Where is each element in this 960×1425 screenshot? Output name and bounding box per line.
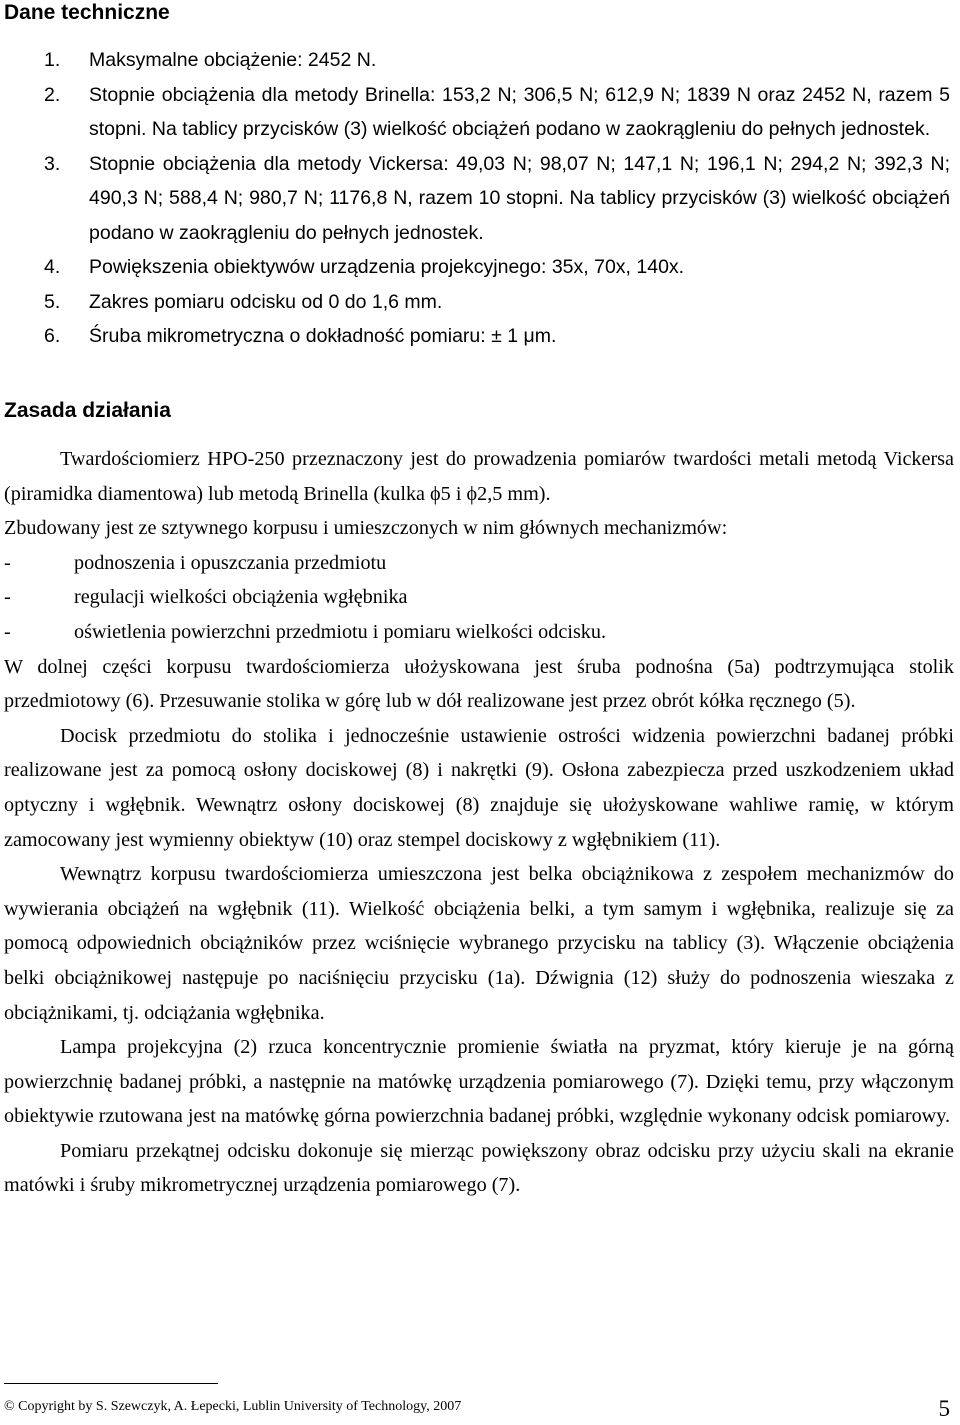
dash-marker: - [4, 551, 11, 574]
footer-copyright: © Copyright by S. Szewczyk, A. Łepecki, Lublin University of Technology, 2007 [4, 1399, 462, 1414]
page-number: 5 [938, 1396, 950, 1421]
dash-item-text: oświetlenia powierzchni przedmiotu i pomiaru wielkości odcisku. [74, 620, 607, 643]
paragraph: Pomiaru przekątnej odcisku dokonuje się mierząc powiększony obraz odcisku przy użyciu skali na ekranie matówki i śruby mikrometrycznej urządzenia pomiarowego (7). [4, 1139, 954, 1197]
paragraph: Lampa projekcyjna (2) rzuca koncentrycznie promienie światła na pryzmat, który kieruje je na górną powierzchnię badanej próbki, a następnie na matówkę urządzenia pomiarowego (7). Dzięki temu, przy włączonym obiektywie rzutowana jest na matówkę górna powierzchnia badanej próbki, względnie wykonany odcisk pomiarowy. [4, 1036, 954, 1128]
list-item [0, 147, 960, 251]
footer-divider [4, 1383, 218, 1384]
paragraph: Twardościomierz HPO-250 przeznaczony jest do prowadzenia pomiarów twardości metali metodą Vickersa (piramidka diamentowa) lub metodą Brinella (kulka ϕ5 i ϕ2,5 mm). [4, 448, 954, 505]
list-item-text: Powiększenia obiektywów urządzenia projekcyjnego: 35x, 70x, 140x. [89, 256, 685, 278]
dash-marker: - [4, 620, 11, 643]
section-heading-tech-data: Dane techniczne [4, 1, 170, 24]
paragraph: Docisk przedmiotu do stolika i jednocześnie ustawienie ostrości widzenia powierzchni badanej próbki realizowane jest za pomocą osłony dociskowej (8) i nakrętki (9). Osłona zabezpiecza przed uszkodzeniem układ optyczny i wgłębnik. Wewnątrz osłony dociskowej (8) znajduje się ułożyskowane wahliwe ramię, w którym zamocowany jest wymienny obiektyw (10) oraz stempel dociskowy z wgłębnikiem (11). [4, 724, 954, 851]
paragraph: Wewnątrz korpusu twardościomierza umieszczona jest belka obciążnikowa z zespołem mechanizmów do wywierania obciążeń na wgłębnik (11). Wielkość obciążenia belki, a tym samym i wgłębnika, realizuje się za pomocą odpowiednich obciążników przez wciśnięcie wybranego przycisku na tablicy (3). Włączenie obciążenia belki obciążnikowej następuje po naciśnięciu przycisku (1a). Dźwignia (12) służy do podnoszenia wieszaka z obciążnikami, tj. odciążania wgłębnika. [4, 863, 954, 1024]
paragraph: W dolnej części korpusu twardościomierza ułożyskowana jest śruba podnośna (5a) podtrzymująca stolik przedmiotowy (6). Przesuwanie stolika w górę lub w dół realizowane jest przez obrót kółka ręcznego (5). [4, 655, 954, 713]
paragraph: Zbudowany jest ze sztywnego korpusu i umieszczonych w nim głównych mechanizmów: [4, 517, 728, 540]
list-item [0, 250, 960, 285]
dash-item [4, 580, 954, 615]
dash-item-text: regulacji wielkości obciążenia wgłębnika [74, 586, 408, 609]
list-item-text: Maksymalne obciążenie: 2452 N. [89, 49, 377, 71]
dash-item-text: podnoszenia i opuszczania przedmiotu [74, 551, 387, 574]
list-item-number: 2. [44, 83, 61, 106]
list-item [0, 285, 960, 320]
dash-item [4, 546, 954, 581]
list-item [0, 319, 960, 354]
list-item-number: 1. [44, 49, 61, 71]
list-item-number: 4. [44, 256, 61, 278]
list-item-number: 3. [44, 152, 61, 175]
dash-marker: - [4, 586, 11, 609]
principle-body [4, 442, 954, 1203]
list-item-text: Stopnie obciążenia dla metody Brinella: 153,2 N; 306,5 N; 612,9 N; 1839 N oraz 2452 N, razem 5 stopni. Na tablicy przycisków (3) wielkość obciążeń podano w zaokrągleniu do pełnych jednostek. [89, 83, 950, 140]
list-item-number: 6. [44, 325, 61, 347]
dash-item [4, 615, 954, 650]
list-item-number: 5. [44, 290, 61, 313]
list-item-text: Stopnie obciążenia dla metody Vickersa: 49,03 N; 98,07 N; 147,1 N; 196,1 N; 294,2 N; 392,3 N; 490,3 N; 588,4 N; 980,7 N; 1176,8 N, razem 10 stopni. Na tablicy przycisków (3) wielkość obciążeń podano w zaokrągleniu do pełnych jednostek. [89, 152, 950, 244]
list-item [0, 78, 960, 147]
list-item [0, 43, 960, 78]
tech-data-list [0, 43, 960, 354]
section-heading-principle: Zasada działania [4, 399, 171, 422]
list-item-text: Zakres pomiaru odcisku od 0 do 1,6 mm. [89, 290, 443, 313]
list-item-text: Śruba mikrometryczna o dokładność pomiaru: ± 1 μm. [89, 325, 557, 347]
